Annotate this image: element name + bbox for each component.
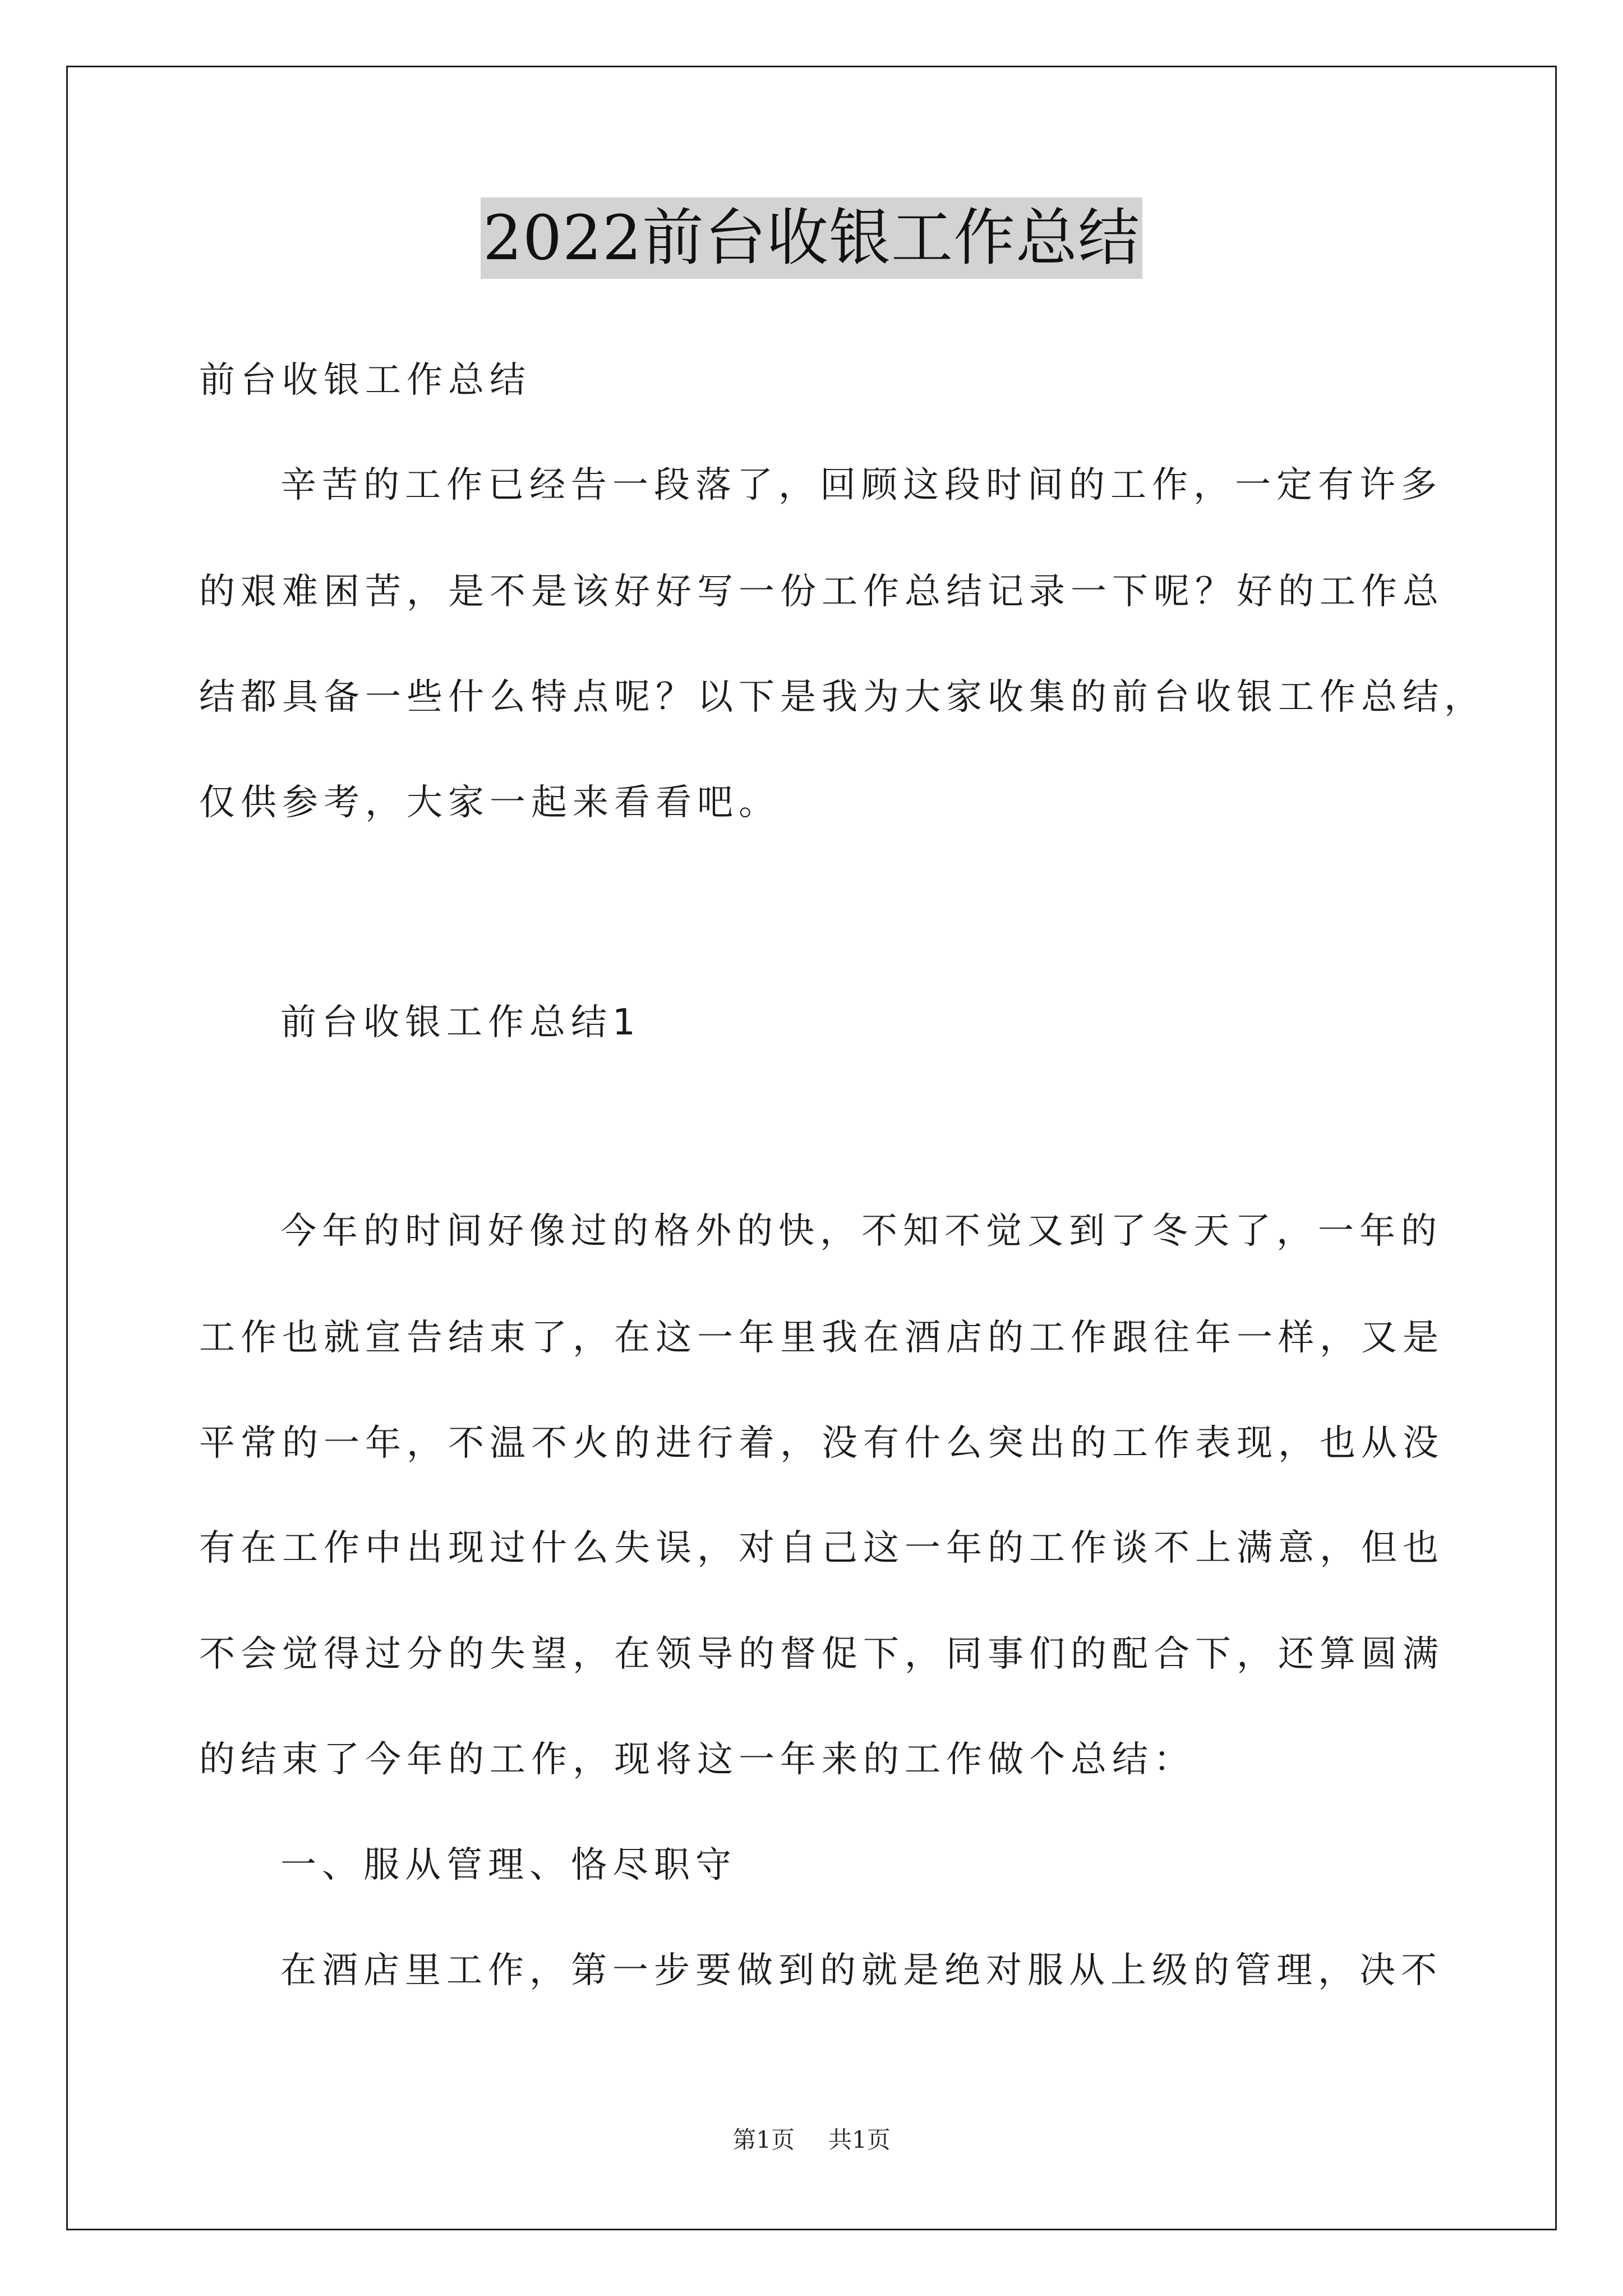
point-line: 在酒店里工作，第一步要做到的就是绝对服从上级的管理，决不 — [280, 1950, 1442, 1991]
body-line: 有在工作中出现过什么失误，对自己这一年的工作谈不上满意，但也 — [199, 1527, 1444, 1569]
body-line: 的结束了今年的工作，现将这一年来的工作做个总结： — [199, 1739, 1195, 1780]
page-total: 共1页 — [828, 2126, 891, 2154]
body-line: 工作也就宣告结束了，在这一年里我在酒店的工作跟往年一样，又是 — [199, 1317, 1444, 1359]
intro-line: 仅供参考，大家一起来看看吧。 — [199, 782, 780, 823]
body-line: 不会觉得过分的失望，在领导的督促下，同事们的配合下，还算圆满 — [199, 1634, 1444, 1675]
section-heading: 前台收银工作总结1 — [280, 1002, 641, 1043]
intro-line: 结都具备一些什么特点呢？以下是我为大家收集的前台收银工作总结， — [199, 677, 1486, 718]
intro-line: 的艰难困苦，是不是该好好写一份工作总结记录一下呢？好的工作总 — [199, 571, 1444, 613]
page-number: 第1页 — [732, 2126, 795, 2154]
intro-line: 辛苦的工作已经告一段落了，回顾这段时间的工作，一定有许多 — [280, 464, 1442, 506]
page-footer — [0, 2123, 1623, 2157]
body-line: 平常的一年，不温不火的进行着，没有什么突出的工作表现，也从没 — [199, 1423, 1444, 1464]
subtitle: 前台收银工作总结 — [199, 360, 531, 401]
body-line: 今年的时间好像过的格外的快，不知不觉又到了冬天了，一年的 — [280, 1211, 1442, 1252]
title-container — [0, 197, 1623, 279]
document-title: 2022前台收银工作总结 — [481, 197, 1142, 279]
point-heading: 一、服从管理、恪尽职守 — [280, 1844, 737, 1886]
